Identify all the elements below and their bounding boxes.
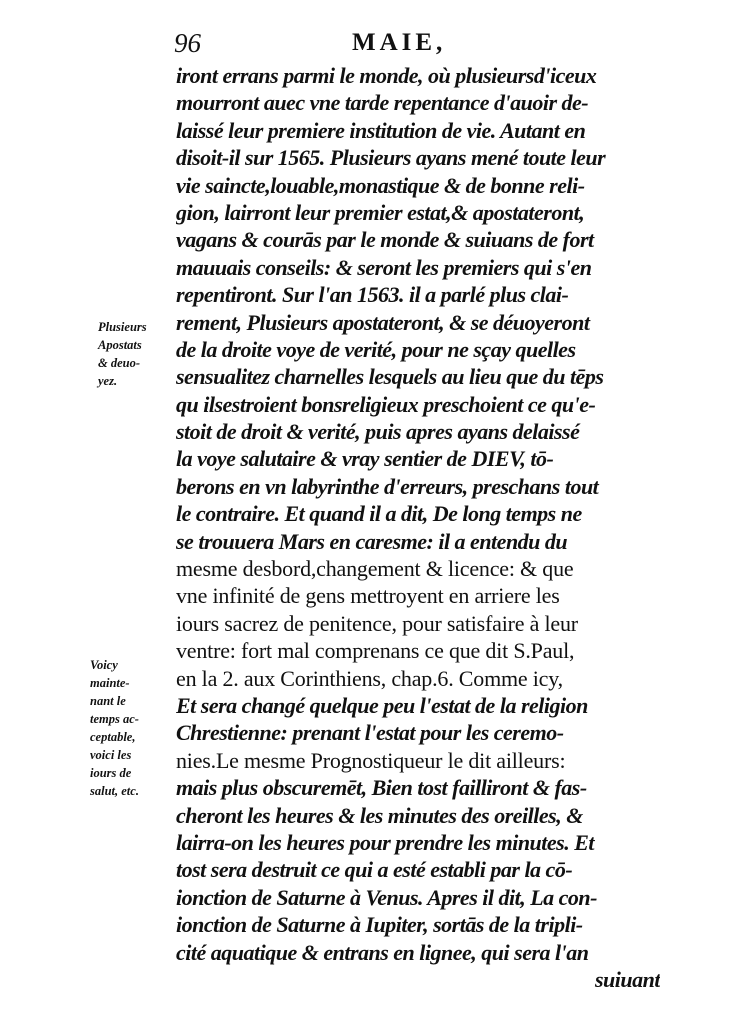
- text-line: qu ilsestroient bonsreligieux preschoient ce qu'e-: [176, 391, 596, 417]
- text-line: mauuais conseils: & seront les premiers qui s'en: [176, 254, 592, 280]
- text-line: ionction de Saturne à Venus. Apres il dit, La con-: [176, 884, 597, 910]
- margin-note-line: temps ac-: [90, 712, 139, 726]
- margin-note-line: voici les: [90, 748, 132, 762]
- margin-note-line: yez.: [98, 374, 118, 388]
- margin-note-line: mainte-: [90, 676, 130, 690]
- text-line: stoit de droit & verité, puis apres ayans delaissé: [176, 419, 580, 445]
- text-line: vie saincte,louable,monastique & de bonne reli-: [176, 172, 585, 198]
- text-line: mais plus obscuremēt, Bien tost failliront & fas-: [176, 775, 587, 801]
- margin-note-apostates: [98, 318, 176, 390]
- text-line: ionction de Saturne à Iupiter, sortās de la tripli-: [176, 912, 583, 938]
- catchword: suiuant: [595, 966, 660, 992]
- text-line: mourront auec vne tarde repentance d'auoir de-: [176, 90, 589, 116]
- margin-note-line: Voicy: [90, 658, 118, 672]
- margin-note-line: nant le: [90, 694, 126, 708]
- text-line: de la droite voye de verité, pour ne sçay quelles: [176, 336, 576, 362]
- text-line: iours sacrez de penitence, pour satisfaire à leur: [176, 610, 578, 636]
- text-line: vne infinité de gens mettroyent en arriere les: [176, 583, 560, 609]
- body-text: [176, 62, 660, 993]
- text-line: vagans & courās par le monde & suiuans de fort: [176, 227, 594, 253]
- text-line: tost sera destruit ce qui a esté establi par la cō-: [176, 857, 573, 883]
- text-line: cheront les heures & les minutes des oreilles, &: [176, 802, 583, 828]
- text-line: lairra-on les heures pour prendre les minutes. Et: [176, 829, 595, 855]
- margin-note-line: iours de: [90, 766, 132, 780]
- text-line: ventre: fort mal comprenans ce que dit S.Paul,: [176, 638, 575, 664]
- text-line: gion, lairront leur premier estat,& apostateront,: [176, 199, 585, 225]
- text-line: sensualitez charnelles lesquels au lieu que du tēps: [176, 364, 604, 390]
- running-head: MAIE,: [352, 29, 447, 56]
- page-number: 96: [174, 28, 201, 58]
- text-line: cité aquatique & entrans en lignee, qui sera l'an: [176, 939, 589, 965]
- text-line: nies.Le mesme Prognostiqueur le dit ailleurs:: [176, 747, 566, 773]
- text-line: disoit-il sur 1565. Plusieurs ayans mené toute leur: [176, 145, 606, 171]
- margin-note-line: ceptable,: [90, 730, 136, 744]
- text-line: la voye salutaire & vray sentier de DIEV, tō-: [176, 446, 554, 472]
- text-line: rement, Plusieurs apostateront, & se déuoyeront: [176, 309, 590, 335]
- text-line: Chrestienne: prenant l'estat pour les ceremo-: [176, 720, 564, 746]
- text-line: mesme desbord,changement & licence: & que: [176, 556, 574, 582]
- margin-note-line: Apostats: [98, 338, 142, 352]
- margin-note-acceptable-time: [90, 656, 168, 800]
- text-line: iront errans parmi le monde, où plusieursd'iceux: [176, 63, 597, 88]
- text-line: repentiront. Sur l'an 1563. il a parlé plus clai-: [176, 282, 569, 308]
- margin-note-line: Plusieurs: [98, 320, 147, 334]
- text-line: en la 2. aux Corinthiens, chap.6. Comme icy,: [176, 665, 563, 691]
- text-line: se trouuera Mars en caresme: il a entendu du: [176, 528, 568, 554]
- margin-note-line: & deuo-: [98, 356, 141, 370]
- text-line: berons en vn labyrinthe d'erreurs, preschans tout: [176, 473, 599, 499]
- text-line: Et sera changé quelque peu l'estat de la religion: [176, 692, 588, 718]
- text-line: laissé leur premiere institution de vie. Autant en: [176, 117, 586, 143]
- text-line: le contraire. Et quand il a dit, De long temps ne: [176, 501, 582, 527]
- margin-note-line: salut, etc.: [90, 784, 139, 798]
